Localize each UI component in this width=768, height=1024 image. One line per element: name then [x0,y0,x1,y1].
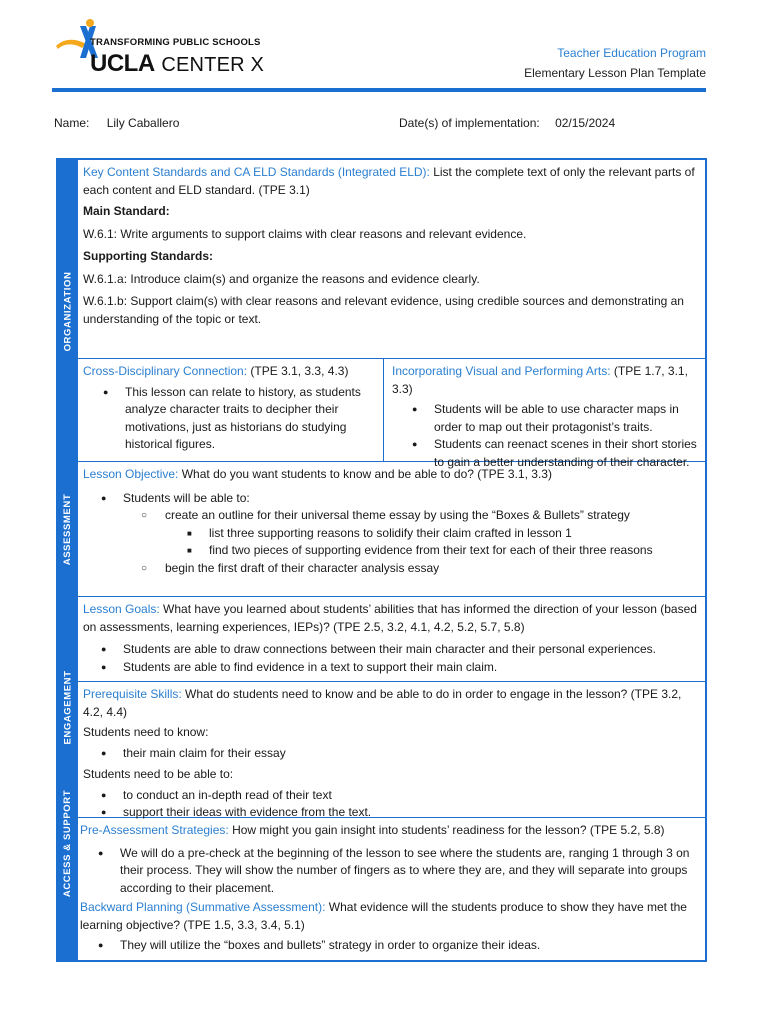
logo-center-x: CENTER X [161,54,265,76]
list-item: ● their main claim for their essay [83,745,699,763]
name-label: Name: [54,116,90,130]
main-standard-text: W.6.1: Write arguments to support claims with clear reasons and relevant evidence. [83,226,527,241]
objective-subsublist [83,525,699,560]
header-titles [524,46,706,80]
date-field [399,116,615,130]
sidebar-label-assessment: ASSESSMENT [62,493,74,566]
main-standard-label: Main Standard: [83,204,170,218]
backward-heading-rest: What evidence will the students produce to show they have met the learning objective? (TPE 1.5, 3.3, 3.4, 5.1) [80,900,687,932]
goals-heading-rest: What have you learned about students’ abilities that has informed the direction of your lesson (based on assessments, learning experiences, IEPs)? (TPE 2.5, 3.2, 4.1, 4.2, 5.2, 5.7, 5.8) [83,602,697,634]
cross-list [83,384,377,454]
cross-heading: Cross-Disciplinary Connection: [83,364,248,378]
lesson-plan-table [56,158,707,962]
preassess-list [80,845,699,898]
date-value: 02/15/2024 [555,116,616,130]
goals-list [83,641,699,676]
arts-heading-rest: (TPE 1.7, 3.1, 3.3) [392,364,688,396]
header-divider [52,88,706,92]
preassess-heading: Pre-Assessment Strategies: [80,823,229,837]
prereq-able-list [83,787,699,822]
backward-list [80,937,699,955]
connections-row [78,359,705,469]
list-item: ● This lesson can relate to history, as students analyze character traits to decipher their motivations, just as historians do studying historical figures. [83,384,377,454]
logo-wordmark [90,50,264,78]
objective-heading-rest: What do you want students to know and be able to do? (TPE 3.1, 3.3) [178,467,552,481]
standards-heading: Key Content Standards and CA ELD Standards (Integrated ELD): [83,165,430,179]
list-item: ● Students are able to find evidence in a text to support their main claim. [83,659,699,677]
preassess-heading-rest: How might you gain insight into students’ readiness for the lesson? (TPE 5.2, 5.8) [228,823,665,837]
program-title: Teacher Education Program [557,46,706,60]
objective-sublist [83,507,699,577]
sidebar-label-organization: ORGANIZATION [62,271,74,351]
cross-heading-rest: (TPE 3.1, 3.3, 4.3) [247,364,349,378]
arts-list [392,401,699,471]
list-item: ● Students are able to draw connections between their main character and their personal experiences. [83,641,699,659]
prerequisite-section [78,682,705,818]
date-label: Date(s) of implementation: [399,116,540,130]
supporting-standard-a: W.6.1.a: Introduce claim(s) and organize the reasons and evidence clearly. [83,271,480,286]
list-item: ● Students will be able to: ○ create an outline for their universal theme essay by using the “Boxes & Bullets” strategy ■ list three supporting reasons to solidify their claim crafted in lesson 1 ■ find two pieces of supporting evidence from their text for each of their three reasons ○ begin the first draft of their character analysis essay [83,490,699,578]
sidebar-label-access-support: ACCESS & SUPPORT [62,789,74,897]
logo-ucla: UCLA [90,50,155,77]
list-item: ■ list three supporting reasons to solidify their claim crafted in lesson 1 [83,525,699,543]
access-support-section [78,818,705,962]
visual-arts-cell [384,359,705,469]
cross-disciplinary-cell [78,359,384,461]
list-item: ● support their ideas with evidence from the text. [83,804,699,822]
goals-section [78,597,705,682]
prereq-able-label: Students need to be able to: [83,767,234,781]
sidebar-label-engagement: ENGAGEMENT [62,669,74,745]
table-content [78,160,705,960]
category-sidebar [58,160,78,960]
name-field [54,116,179,130]
list-item: ● We will do a pre-check at the beginning of the lesson to see where the students are, ranging 1 through 3 on their process. They will show the number of fingers as to where they are, and they will separate into groups according to their placement. [80,845,699,898]
list-item: ● They will utilize the “boxes and bullets” strategy in order to organize their ideas. [80,937,699,955]
supporting-standards-label: Supporting Standards: [83,249,213,263]
list-item: ● Students can reenact scenes in their short stories to gain a better understanding of their character. [392,436,699,471]
list-item: ● to conduct an in-depth read of their text [83,787,699,805]
prereq-heading-rest: What do students need to know and be able to do in order to engage in the lesson? (TPE 3.2, 4.2, 4.4) [83,687,682,719]
backward-heading: Backward Planning (Summative Assessment): [80,900,326,914]
objective-heading: Lesson Objective: [83,467,179,481]
objective-section [78,462,705,597]
prereq-heading: Prerequisite Skills: [83,687,182,701]
supporting-standard-b: W.6.1.b: Support claim(s) with clear reasons and relevant evidence, using credible sources and demonstrating an understanding of the topic or text. [83,294,684,326]
prereq-know-list [83,745,699,763]
objective-list [83,490,699,578]
standards-heading-rest: List the complete text of only the relevant parts of each content and ELD standard. (TPE 3.1) [83,165,695,197]
list-item: ■ find two pieces of supporting evidence from their text for each of their three reasons [83,542,699,560]
ucla-center-x-logo [52,18,272,82]
standards-section [78,160,705,359]
name-value: Lily Caballero [106,116,180,130]
goals-heading: Lesson Goals: [83,602,160,616]
template-title: Elementary Lesson Plan Template [524,66,706,80]
arts-heading: Incorporating Visual and Performing Arts: [392,364,611,378]
list-item: ● Students will be able to use character maps in order to map out their protagonist’s traits. [392,401,699,436]
list-item: ○ begin the first draft of their character analysis essay [83,560,699,578]
prereq-know-label: Students need to know: [83,725,209,739]
logo-tagline: TRANSFORMING PUBLIC SCHOOLS [90,37,261,48]
list-item: ○ create an outline for their universal theme essay by using the “Boxes & Bullets” strategy ■ list three supporting reasons to solidify their claim crafted in lesson 1 ■ find two pieces of supporting evidence from their text for each of their three reasons [83,507,699,560]
